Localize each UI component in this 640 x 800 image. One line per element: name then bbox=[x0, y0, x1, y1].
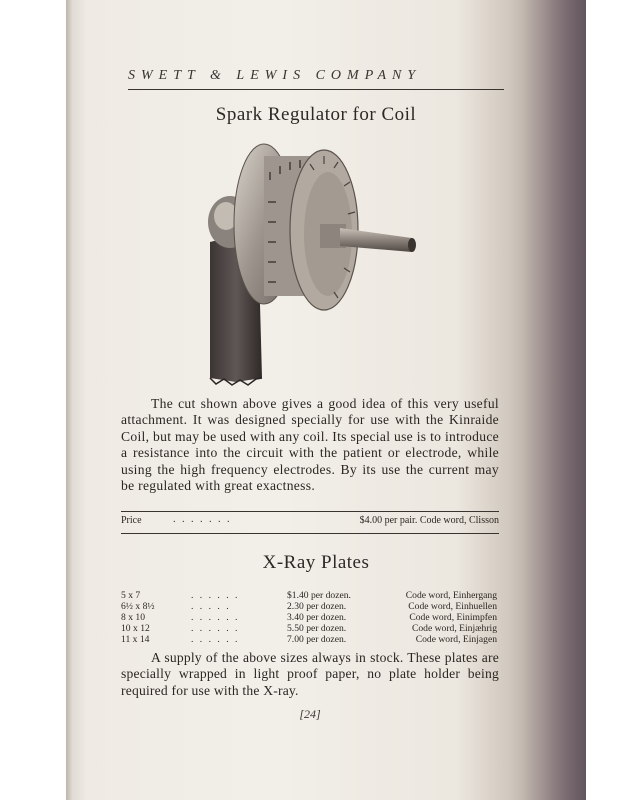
table-row bbox=[121, 601, 499, 612]
plate-code-word: Code word, Einjæhrig bbox=[411, 623, 497, 634]
plate-price: 7.00 per dozen. bbox=[287, 634, 347, 645]
price-leader-dots: . . . . . . . bbox=[173, 514, 232, 525]
price-value: $4.00 per pair. Code word, Clisson bbox=[359, 515, 499, 526]
spark-regulator-description: The cut shown above gives a good idea of this very useful attachment. It was designed specially for use with the Kinraide Coil, but may be used with any coil. Its special use is to introduce a resistance into the circuit with the patient or electrode, while using the high frequency electrodes. By its use the current may be regulated with great exactness. bbox=[121, 396, 499, 494]
plate-size: 8 x 10 bbox=[121, 612, 145, 623]
table-row bbox=[121, 612, 499, 623]
price-rule-bottom bbox=[121, 533, 499, 534]
leader-dots: . . . . . . bbox=[191, 623, 240, 634]
plate-size: 10 x 12 bbox=[121, 623, 150, 634]
plate-code-word: Code word, Einjagen bbox=[415, 634, 497, 645]
plate-size: 6½ x 8½ bbox=[121, 601, 155, 612]
plate-price: $1.40 per dozen. bbox=[287, 590, 351, 601]
plate-code-word: Code word, Einhergang bbox=[405, 590, 497, 601]
plate-price: 3.40 per dozen. bbox=[287, 612, 347, 623]
spark-regulator-illustration bbox=[200, 142, 430, 392]
page-binding-shadow bbox=[510, 0, 586, 800]
leader-dots: . . . . . bbox=[191, 601, 231, 612]
page-number: [24] bbox=[299, 707, 321, 721]
plate-price: 2.30 per dozen. bbox=[287, 601, 347, 612]
price-row bbox=[121, 515, 499, 529]
xray-plates-table bbox=[121, 590, 499, 645]
section-title-spark-regulator: Spark Regulator for Coil bbox=[215, 104, 417, 125]
xray-plates-note: A supply of the above sizes always in stock. These plates are specially wrapped in light proof paper, no plate holder being required for use with the X-ray. bbox=[121, 650, 499, 698]
page-left-edge bbox=[66, 0, 72, 800]
leader-dots: . . . . . . bbox=[191, 590, 240, 601]
plate-size: 11 x 14 bbox=[121, 634, 150, 645]
running-header: SWETT & LEWIS COMPANY bbox=[128, 68, 422, 83]
plate-price: 5.50 per dozen. bbox=[287, 623, 347, 634]
leader-dots: . . . . . . bbox=[191, 634, 240, 645]
table-row bbox=[121, 634, 499, 645]
plate-code-word: Code word, Einimpfen bbox=[409, 612, 497, 623]
price-rule-top bbox=[121, 511, 499, 512]
plate-size: 5 x 7 bbox=[121, 590, 141, 601]
leader-dots: . . . . . . bbox=[191, 612, 240, 623]
section-title-xray-plates: X-Ray Plates bbox=[262, 552, 370, 573]
price-label: Price bbox=[121, 515, 142, 526]
header-rule bbox=[128, 89, 504, 90]
table-row bbox=[121, 623, 499, 634]
table-row bbox=[121, 590, 499, 601]
plate-code-word: Code word, Einhuellen bbox=[408, 601, 497, 612]
